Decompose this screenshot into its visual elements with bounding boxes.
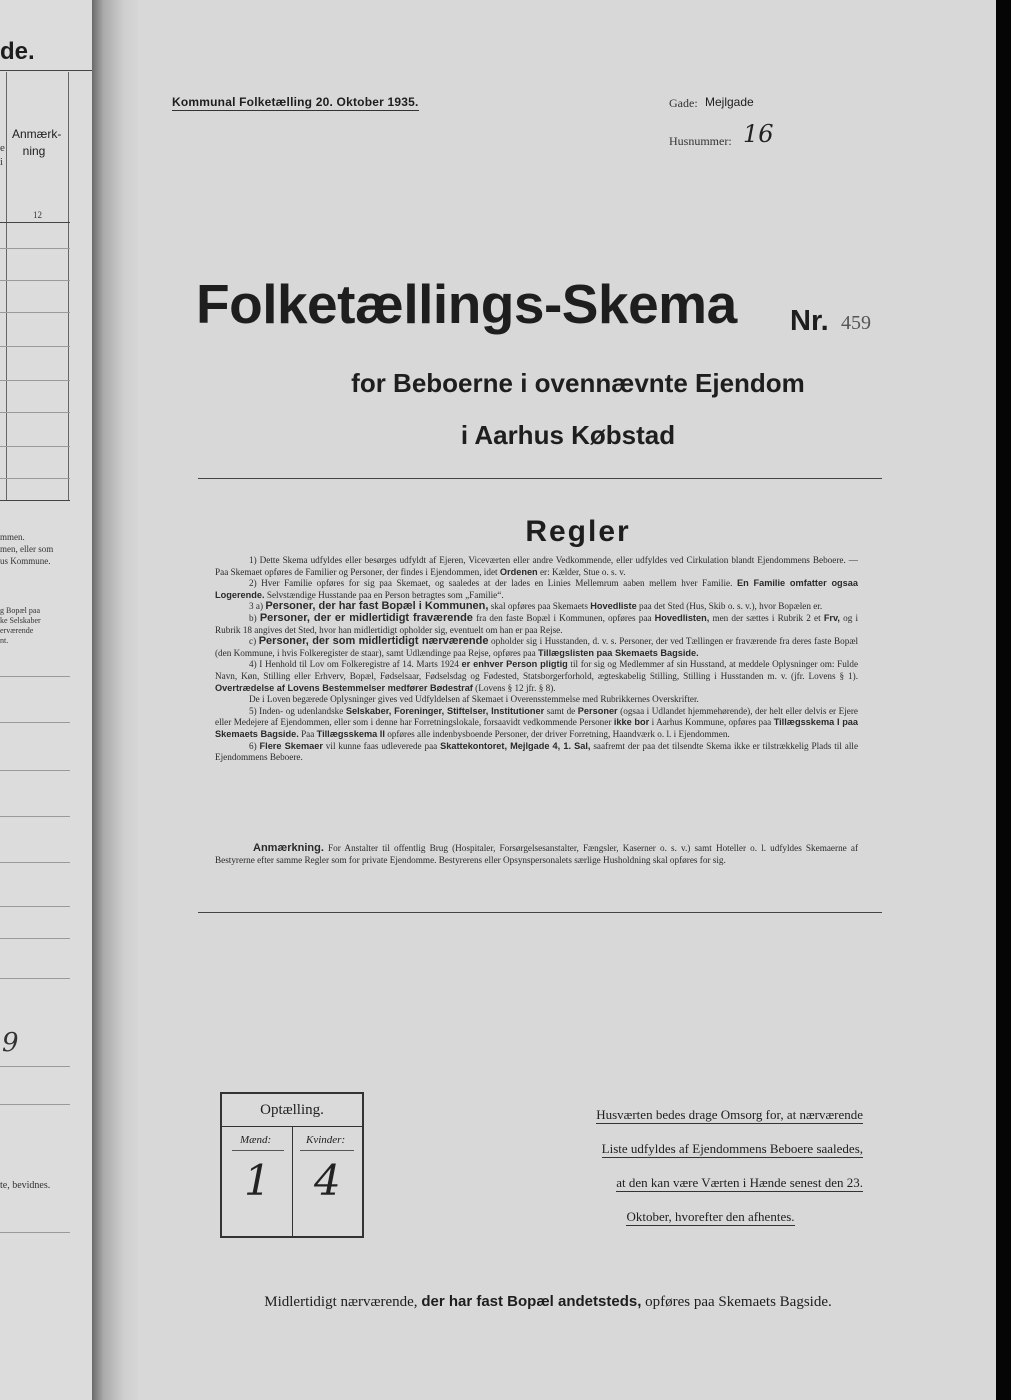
- book-gutter: [92, 0, 138, 1400]
- remark-header-line1: Anmærk-: [12, 127, 62, 141]
- house-number-label: Husnummer:: [669, 134, 732, 148]
- landlord-instruction: [518, 1098, 863, 1234]
- left-table-row-line: [0, 312, 70, 313]
- left-row-line: [0, 676, 70, 677]
- rule-1: 1) Dette Skema udfyldes eller besørges udfyldt af Ejeren, Viceværten eller andre Vedkommende, eller udfyldes ved Cirkulation blandt Ejendommens Beboere. — Paa Skemaet opføres de Familier og Personer, der findes i Ejendommen, idet Ordenen er: Kælder, Stue o. s. v.: [215, 555, 858, 577]
- left-row-line: [0, 1104, 70, 1105]
- landlord-line: Oktober, hvorefter den afhentes.: [626, 1209, 795, 1224]
- left-row-line: [0, 862, 70, 863]
- scan-edge: [996, 0, 1011, 1400]
- remark-header-line2: ning: [22, 144, 46, 158]
- left-text-fragment: erværende: [0, 626, 34, 635]
- rule-3c: c) Personer, der som midlertidigt nærværende opholder sig i Husstanden, d. v. s. Personer, der ved Tællingen er fraværende fra deres faste Bopæl (den Kommune, i hvis Folkeregister de staar), samt Udlændinge paa Rejse, opføres paa Tillægslisten paa Skemaets Bagside.: [215, 635, 858, 658]
- left-row-line: [0, 770, 70, 771]
- remark-text: For Anstalter til offentlig Brug (Hospitaler, Forsørgelsesanstalter, Fængsler, Kaserner o. s. v.) samt Hoteller o. l. udfyldes Skemaerne af Bestyrerne efter samme Regler som for private Ejendomme. Bestyrerens eller Opsynspersonalets særlige Husholdning skal opføres for sig.: [215, 843, 859, 865]
- left-col-letter: e: [0, 142, 5, 154]
- left-table-rule: [0, 222, 70, 223]
- footer-note: Midlertidigt nærværende, der har fast Bopæl andetsteds, opføres paa Skemaets Bagside.: [264, 1293, 832, 1310]
- left-table-row-line: [0, 380, 70, 381]
- left-row-line: [0, 978, 70, 979]
- form-number-value: 459: [841, 312, 871, 334]
- left-row-line: [0, 1066, 70, 1067]
- men-label-line: [232, 1150, 284, 1151]
- left-page-heading: de.: [0, 38, 35, 65]
- form-subtitle: for Beboerne i ovennævnte Ejendom: [351, 368, 805, 398]
- landlord-line: at den kan være Værten i Hænde senest den 23.: [616, 1175, 863, 1190]
- divider: [198, 478, 882, 479]
- left-text-fragment: men, eller som: [0, 544, 54, 554]
- rule-2: 2) Hver Familie opføres for sig paa Skemaet, og saaledes at der lades en Linies Mellemrum aaben mellem hver Familie. En Familie omfatter ogsaa Logerende. Selvstændige Husstande paa en Person betragtes som „Familie“.: [215, 578, 858, 600]
- census-header: Kommunal Folketælling 20. Oktober 1935.: [172, 95, 419, 109]
- left-table-row-line: [0, 412, 70, 413]
- rule-6: 6) Flere Skemaer vil kunne faas udleverede paa Skattekontoret, Mejlgade 4, 1. Sal, saafremt der paa det tilsendte Skema ikke er tilstrækkelig Plads til alle Ejendommens Beboere.: [215, 740, 859, 763]
- rules-heading: Regler: [525, 515, 631, 548]
- left-row-line: [0, 816, 70, 817]
- rule-5: 5) Inden- og udenlandske Selskaber, Foreninger, Stiftelser, Institutioner samt de Personer (ogsaa i Udlandet hjemmehørende), der helt eller delvis er Ejere eller Medejere af Ejendommen, eller som i denne har Forretningslokale, forsaavidt vedkommende Personer ikke bor i Aarhus Kommune, opføres paa Tillægsskema I paa Skemaets Bagside. Paa Tillægsskema II opføres alle indenbysboende Personer, der driver Forretning, Haandværk o. l. i Ejendommen.: [215, 705, 859, 739]
- left-text-fragment: nt.: [0, 636, 9, 645]
- left-table-row-line: [0, 478, 70, 479]
- tally-separator: [292, 1126, 293, 1236]
- divider: [198, 912, 882, 913]
- left-row-line: [0, 1232, 70, 1233]
- left-table-row-line: [0, 280, 70, 281]
- previous-page-fragment: [0, 0, 93, 1400]
- left-text-fragment: us Kommune.: [0, 556, 51, 566]
- left-text-fragment: te, bevidnes.: [0, 1180, 51, 1191]
- form-title: Folketællings-Skema: [196, 273, 737, 335]
- form-location: i Aarhus Købstad: [460, 420, 676, 450]
- house-number-value: 16: [743, 120, 774, 148]
- tally-title: Optælling.: [260, 1102, 324, 1118]
- left-table-row-line: [0, 248, 70, 249]
- rule-4-extra: De i Loven begærede Oplysninger gives ved Udfyldelsen af Skemaet i Overensstemmelse med Rubrikkernes Overskrifter.: [249, 694, 699, 705]
- remark-label: Anmærkning.: [253, 842, 324, 854]
- men-count: 1: [244, 1156, 271, 1205]
- left-row-line: [0, 722, 70, 723]
- form-number-label: Nr.: [790, 305, 829, 337]
- women-label-line: [300, 1150, 354, 1151]
- left-text-fragment: g Bopæl paa: [0, 606, 40, 615]
- left-col-letter: i: [0, 157, 3, 168]
- street-value: Mejlgade: [705, 95, 754, 109]
- left-table-row-line: [0, 446, 70, 447]
- rule-3a: 3 a) Personer, der har fast Bopæl i Kommunen, skal opføres paa Skemaets Hovedliste paa det Sted (Hus, Skib o. s. v.), hvor Bopælen er.: [249, 600, 823, 613]
- left-text-fragment: ke Selskaber: [0, 616, 41, 625]
- rule-4: 4) I Henhold til Lov om Folkeregistre af 14. Marts 1924 er enhver Person pligtig til for sig og Medlemmer af sin Husstand, at meddele Oplysninger om: Fulde Navn, Køn, Stilling eller Erhverv, Bopæl, Fødselsaar, Fødselsdag og Fødested, Statsborgerforhold, ægteskabelig Stilling, Stilling i Husstanden m. v. (jfr. Lovens § 1). Overtrædelse af Lovens Bestemmelser medfører Bødestraf (Lovens § 12 jfr. § 8).: [215, 659, 859, 693]
- women-label: Kvinder:: [306, 1134, 346, 1146]
- tally-box: [220, 1092, 364, 1238]
- column-number: 12: [33, 210, 42, 220]
- left-column-line: [68, 72, 69, 500]
- left-row-line: [0, 938, 70, 939]
- left-text-fragment: mmen.: [0, 532, 25, 542]
- landlord-line: Liste udfyldes af Ejendommens Beboere saaledes,: [601, 1141, 863, 1156]
- left-row-line: [0, 906, 70, 907]
- street-label: Gade:: [669, 96, 698, 110]
- rule-3b: b) Personer, der er midlertidigt fraværende fra den faste Bopæl i Kommunen, opføres paa Hovedlisten, men der sættes i Rubrik 2 et Frv, og i Rubrik 18 angives det Sted, hvor han midlertidigt opholder sig, eventuelt om han er paa Rejse.: [215, 611, 859, 635]
- landlord-line: Husværten bedes drage Omsorg for, at nærværende: [596, 1107, 863, 1122]
- left-table-rule: [0, 500, 70, 501]
- rules-text: [215, 555, 858, 764]
- left-handwritten-mark: 9: [2, 1028, 19, 1058]
- remark-column-header: [12, 126, 62, 160]
- remark-note: [215, 843, 858, 866]
- women-count: 4: [314, 1156, 341, 1205]
- left-rule: [0, 70, 92, 71]
- men-label: Mænd:: [240, 1134, 272, 1146]
- left-table-row-line: [0, 346, 70, 347]
- left-column-line: [6, 72, 7, 500]
- census-form-page: [138, 0, 996, 1400]
